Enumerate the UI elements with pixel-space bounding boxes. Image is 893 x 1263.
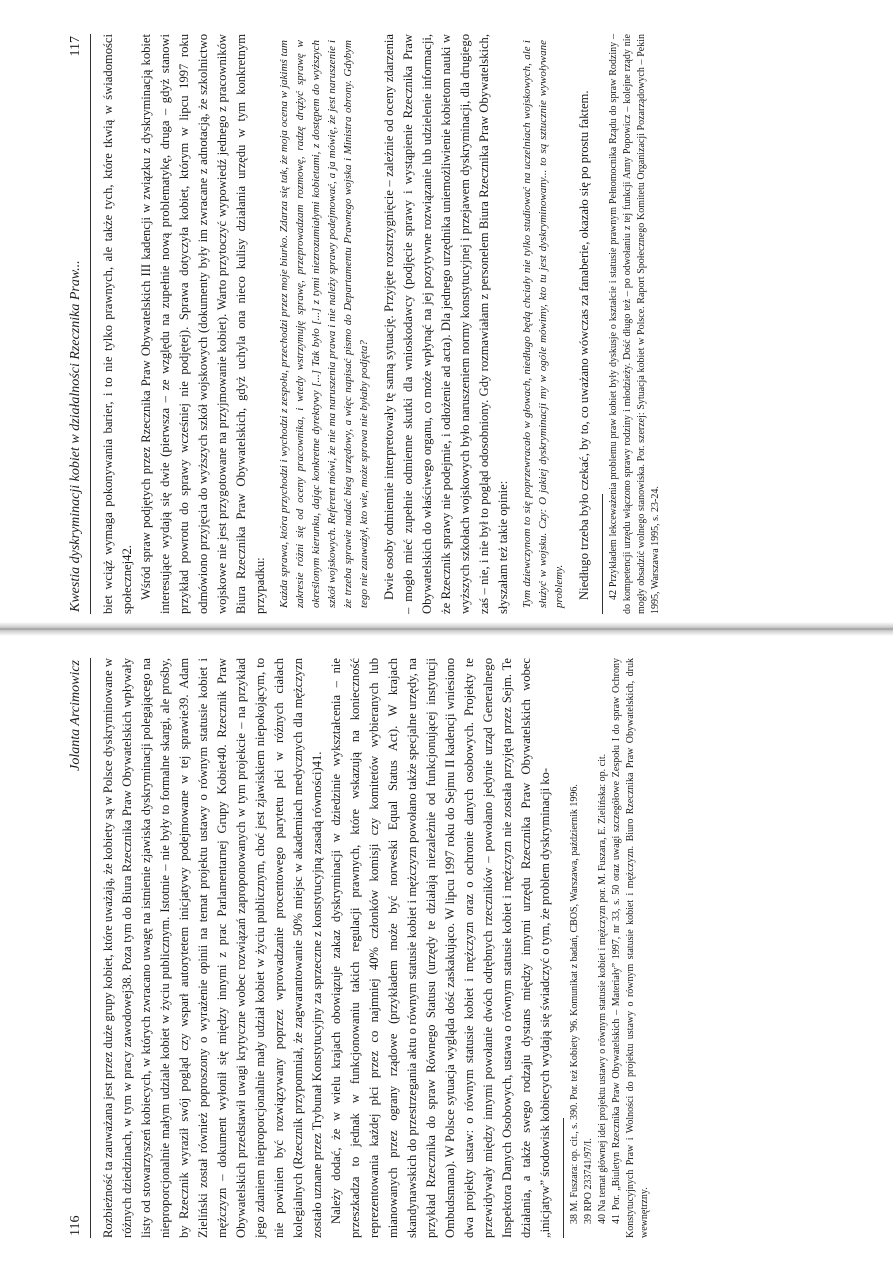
page-body [99, 34, 663, 614]
running-header [66, 658, 91, 1238]
footnote: 42 Przykładem lekceważenia problemu praw kobiet były dyskusje o kształcie i statusie prawnym Pełnomocnika Rządu do spraw Rodziny – do kompetencji urzędu włączono sprawy rodziny i młodzieży. Dość długo też – po odwołaniu z tej funkcji Anny Popowicz – kolejne rządy nie mogły obsadzić wolnego stanowiska. Por. szerzej: Sytuacja kobiet w Polsce. Raport Społecznego Komitetu Organizacji Pozarządowych – Pekin 1995, Warszawa 1995, s. 23-24. [608, 34, 661, 614]
paragraph: Dwie osoby odmiennie interpretowały tę samą sytuację. Przyjęte rozstrzygnięcie – zależnie od oceny zdarzenia – mogło mieć zupełnie odmienne skutki dla wnioskodawcy (podjęcie sprawy i wystąpienie Rzecznika Praw Obywatelskich do właściwego organu, co może wpłynąć na jej pozytywne rozwiązanie lub udzielenie informacji, że Rzecznik sprawy nie podejmie, i odłożenie ad acta). Dla jednego urzędnika uniemożliwienie kobietom nauki w wyższych szkołach wojskowych było naruszeniem normy konstytucyjnej i przejawem dyskryminacji, dla drugiego zaś – nie, i nie był to pogląd odosobniony. Gdy rozmawiałam z personelem Biura Rzecznika Praw Obywatelskich, słyszałam też takie opinie: [382, 34, 510, 614]
footnote: 40 Na temat głównej idei projektu ustawy o równym statusie kobiet i mężczyzn por. M. Fuszara, E. Zielińska: op. cit. [597, 753, 608, 1224]
paragraph: Rozbieżność ta zauważana jest przez duże grupy kobiet, które uważają, że kobiety są w Polsce dyskryminowane w różnych dziedzinach, w tym w pracy zawodowej38. Poza tym do Biura Rzecznika Praw Obywatelskich wpływały listy od stowarzyszeń kobiecych, w których zwracano uwagę na istnienie zjawiska dyskryminacji polegającego na nieproporcjonalnie małym udziale kobiet w życiu publicznym. Istotnie – nie były to formalne skargi, ale prośby, by Rzecznik wyraził swój pogląd czy wsparł autorytetem inicjatywy podejmowane w tej sprawie39. Adam Zieliński został również poproszony o wyrażenie opinii na temat projektu ustawy o równym statusie kobiet i mężczyzn – dokument wyłonił się między innymi z prac Parlamentarnej Grupy Kobiet40. Rzecznik Praw Obywatelskich przedstawił uwagi krytyczne wobec rozwiązań zaproponowanych w tym projekcie – na przykład jego zdaniem nieproporcjonalnie mały udział kobiet w życiu publicznym, choć jest zjawiskiem niepokojącym, to nie powinien być rozwiązywany poprzez wprowadzanie procentowego parytetu płci w różnych ciałach kolegialnych (Rzecznik przypomniał, że zagwarantowanie 50% miejsc w akademiach medycznych dla mężczyzn zostało uznane przez Trybunał Konstytucyjny za sprzeczne z konstytucyjną zasadą równości)41. [101, 658, 324, 1238]
page-number: 116 [68, 1215, 83, 1236]
paragraph: Niedługo trzeba było czekać, by to, co uważano wówczas za fanaberie, okazało się po prostu faktem. [577, 90, 591, 600]
paragraph: Wśród spraw podjętych przez Rzecznika Praw Obywatelskich III kadencji w związku z dyskryminacją kobiet interesujące wydają się dwie (pierwsza – ze względu na zupełnie nową problematykę, druga – gdyż stanowi przykład powrotu do sprawy wcześniej nie podjętej). Sprawa dotyczyła kobiet, którym w lipcu 1997 roku odmówiono przyjęcia do wyższych szkół wojskowych (dokumenty były im zwracane z adnotacją, że szkolnictwo wojskowe nie jest przygotowane na przyjmowanie kobiet). Warto przytoczyć wypowiedź jednego z pracowników Biura Rzecznika Praw Obywatelskich, gdyż uchyla ona nieco kulisy działania urzędu w tym konkretnym przypadku: [139, 34, 267, 614]
running-header [66, 34, 91, 614]
running-head-title: Jolanta Arcimowicz [68, 660, 83, 771]
block-quote: Każda sprawa, która przychodzi i wychodzi z zespołu, przechodzi przez moje biurko. Zdarza się tak, że moja ocena w jakimś tam zakresie różni się od oceny pracownika, i wtedy wstrzymuję sprawę, przeprowadzam rozmowę, radzę drążyć sprawę w określonym kierunku, dając konkretne dyrektywy [...] Tak było [...] z tymi niezrozumiałymi kobietami, z dostępem do wyższych szkół wojskowych. Referent mówi, że nie ma naruszenia prawa i nie należy sprawy podejmować, a ja mówię, że jest naruszenie i że trzeba sprawie nadać bieg urzędowy, a więc napisać pismo do Departamentu Prawnego wojska i Ministra obrony. Gdybym tego nie zauważył, kto wie, może sprawa nie byłaby podjęta? [278, 40, 370, 608]
page-gutter [0, 622, 893, 636]
paragraph: Należy dodać, że w wielu krajach obowiązuje zakaz dyskryminacji w dziedzinie wykształcenia – nie przeszkadza to jednak w funkcjonowaniu takich regulacji prawnych, które wskazują na konieczność reprezentowania każdej płci przez co najmniej 40% członków komisji czy komitetów wybieranych lub mianowanych przez ograny rządowe (przykładem może być norweski Equal Status Act). W krajach skandynawskich do przestrzegania aktu o równym statusie kobiet i mężczyzn powołano także specjalne urzędy, na przykład Rzecznika do spraw Równego Statusu (urzędy te działają niezależnie od funkcjonującej instytucji Ombudsmana). W Polsce sytuacja wygląda dość zaskakująco. W lipcu 1997 roku do Sejmu II kadencji wniesiono dwa projekty ustaw: o równym statusie kobiet i mężczyzn oraz o ochronie danych osobowych. Projekty te przewidywały między innymi powołanie dwóch odrębnych rzeczników – powołano jedynie urząd Generalnego Inspektora Danych Osobowych, ustawa o równym statusie kobiet i mężczyzn nie została przyjęta przez Sejm. Te działania, a także swego rodzaju dystans między innymi urzędu Rzecznika Praw Obywatelskich wobec „inicjatyw” środowisk kobiecych wydają się świadczyć o tym, że problem dyskryminacji ko- [329, 658, 552, 1238]
footnote: 41 Por. „Biuletyn Rzecznika Praw Obywatelskich – Materiały” 1997, nr 33, s. 50 oraz uwagi szczegółowe Zespołu I do spraw Ochrony Konstytucyjnych Praw i Wolności do projektu ustawy o równym statusie kobiet i mężczyzn. Biuro Rzecznika Praw Obywatelskich, druk wewnętrzny. [611, 658, 650, 1238]
footnote: 39 RPO 233741/97/I. [583, 1138, 594, 1224]
page-117 [66, 34, 706, 614]
paragraph: biet wciąż wymaga pokonywania barier, i to nie tylko prawnych, ale także tych, które tkwią w świadomości społecznej42. [101, 34, 134, 614]
running-head-title: Kwestia dyskryminacji kobiet w działalności Rzecznika Praw... [68, 260, 83, 612]
footnote-rule [563, 1118, 564, 1238]
page-number: 117 [68, 36, 83, 57]
page-body [99, 658, 652, 1238]
page-116 [66, 658, 706, 1238]
footnote-rule [602, 494, 603, 614]
block-quote: Tym dziewczynom to się poprzewracało w głowach, niedługo będą chciały nie tylko studiować na uczelniach wojskowych, ale i służyć w wojsku. Czy: O jakiej dyskryminacji my w ogóle mówimy, kto tu jest dyskryminowany... to są sztucznie wywoływane problemy. [521, 40, 565, 608]
footnote: 38 M. Fuszara: op. cit., s. 390. Por. też Kobiety '96. Komunikat z badań, CBOS, Warszawa, październik 1996. [569, 784, 580, 1224]
